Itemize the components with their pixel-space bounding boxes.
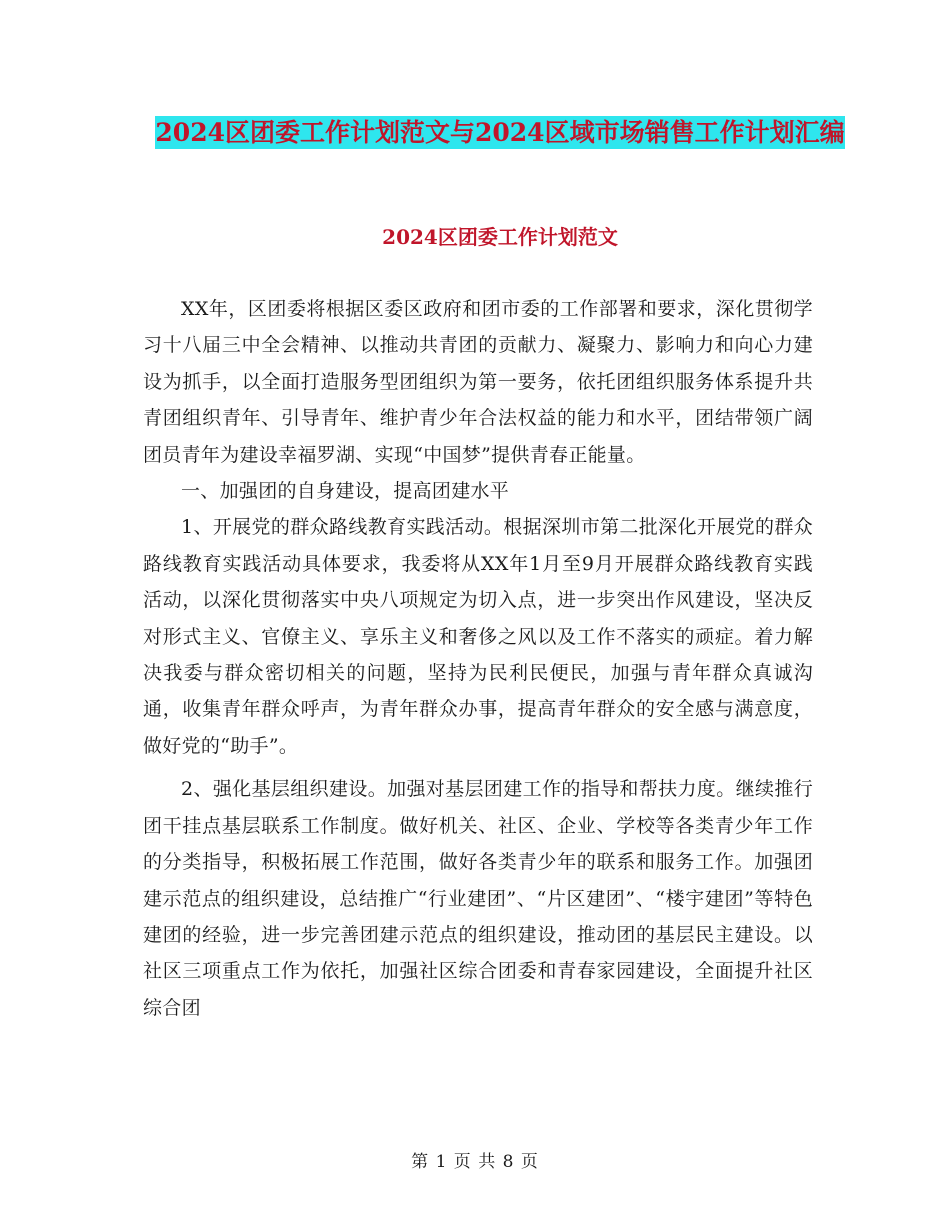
paragraph-heading-1: 一、加强团的自身建设，提高团建水平: [181, 480, 510, 503]
section-title: 2024区团委工作计划范文: [382, 225, 618, 249]
paragraph-intro: XX年，区团委将根据区委区政府和团市委的工作部署和要求，深化贯彻学习十八届三中全会精神、以推动共青团的贡献力、凝聚力、影响力和向心力建设为抓手，以全面打造服务型团组织为第一要务，依托团组织服务体系提升共青团组织青年、引导青年、维护青少年合法权益的能力和水平，团结带领广阔团员青年为建设幸福罗湖、实现“中国梦”提供青春正能量。: [143, 298, 813, 466]
page-footer: 第 1 页 共 8 页: [411, 1152, 539, 1172]
paragraph-item-1: 1、开展党的群众路线教育实践活动。根据深圳市第二批深化开展党的群众路线教育实践活动具体要求，我委将从XX年1月至9月开展群众路线教育实践活动，以深化贯彻落实中央八项规定为切入点，进一步突出作风建设，坚决反对形式主义、官僚主义、享乐主义和奢侈之风以及工作不落实的顽症。着力解决我委与群众密切相关的问题，坚持为民利民便民，加强与青年群众真诚沟通，收集青年群众呼声，为青年群众办事，提高青年群众的安全感与满意度，做好党的“助手”。: [143, 516, 813, 757]
document-title: [140, 108, 860, 158]
document-title-highlight: 2024区团委工作计划范文与2024区域市场销售工作计划汇编: [155, 118, 845, 147]
document-body: [143, 291, 813, 1026]
paragraph-item-2: 2、强化基层组织建设。加强对基层团建工作的指导和帮扶力度。继续推行团干挂点基层联系工作制度。做好机关、社区、企业、学校等各类青少年工作的分类指导，积极拓展工作范围，做好各类青少年的联系和服务工作。加强团建示范点的组织建设，总结推广“行业建团”、“片区建团”、“楼宇建团”等特色建团的经验，进一步完善团建示范点的组织建设，推动团的基层民主建设。以社区三项重点工作为依托，加强社区综合团委和青春家园建设，全面提升社区综合团: [143, 778, 813, 1019]
